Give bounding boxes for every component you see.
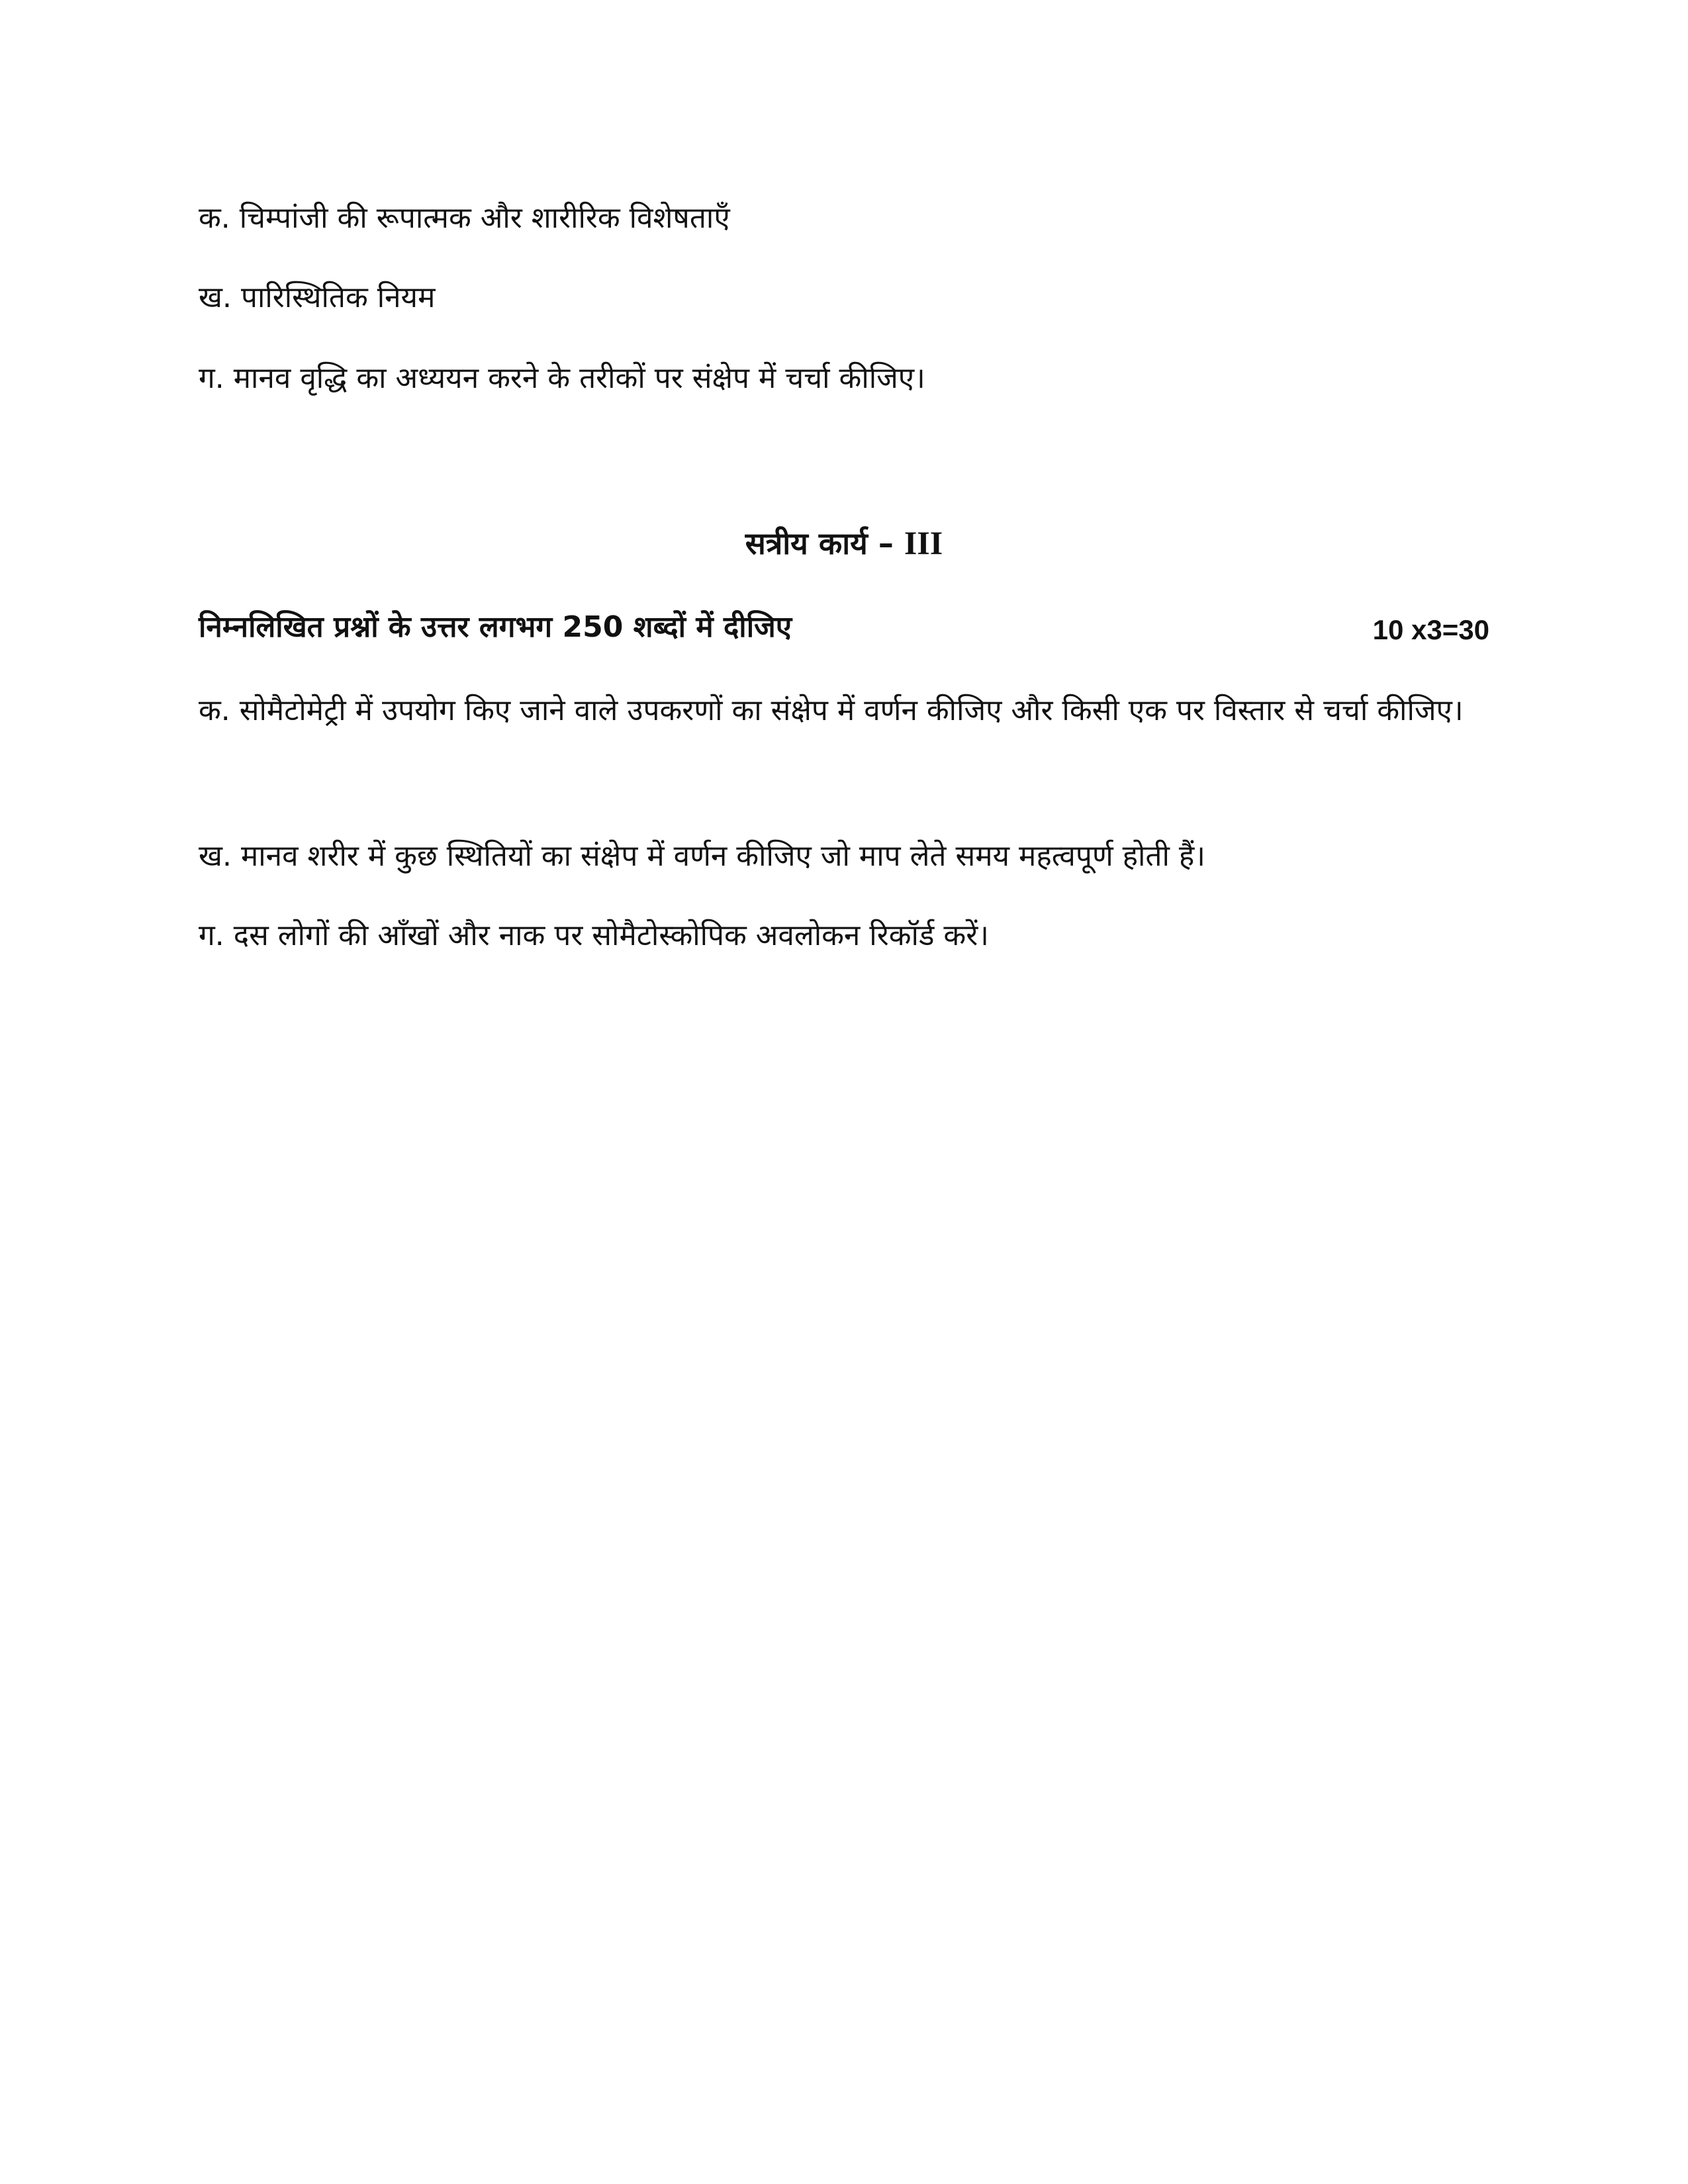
question-b: ख. मानव शरीर में कुछ स्थितियों का संक्षेप में वर्णन कीजिए जो माप लेते समय महत्वपूर्ण होती हैं। [199, 839, 1205, 873]
prev-question-a: क. चिम्पांजी की रूपात्मक और शारीरिक विशेषताएँ [199, 201, 730, 235]
section-number: III [904, 524, 943, 561]
prev-question-b: ख. पारिस्थितिक नियम [199, 281, 436, 314]
section-heading [0, 523, 1688, 563]
marks-label: 10 x3=30 [1372, 614, 1489, 645]
prev-question-c: ग. मानव वृद्धि का अध्ययन करने के तरीकों पर संक्षेप में चर्चा कीजिए। [199, 361, 925, 395]
section-title: सत्रीय कार्य – [745, 525, 894, 561]
question-a: क. सोमैटोमेट्री में उपयोग किए जाने वाले उपकरणों का संक्षेप में वर्णन कीजिए और किसी एक पर विस्तार से चर्चा कीजिए। [199, 694, 1464, 727]
instruction-text: निम्नलिखित प्रश्नों के उत्तर लगभग 250 शब्दों में दीजिए [199, 610, 792, 644]
question-c: ग. दस लोगों की आँखों और नाक पर सोमैटोस्कोपिक अवलोकन रिकॉर्ड करें। [199, 919, 989, 952]
